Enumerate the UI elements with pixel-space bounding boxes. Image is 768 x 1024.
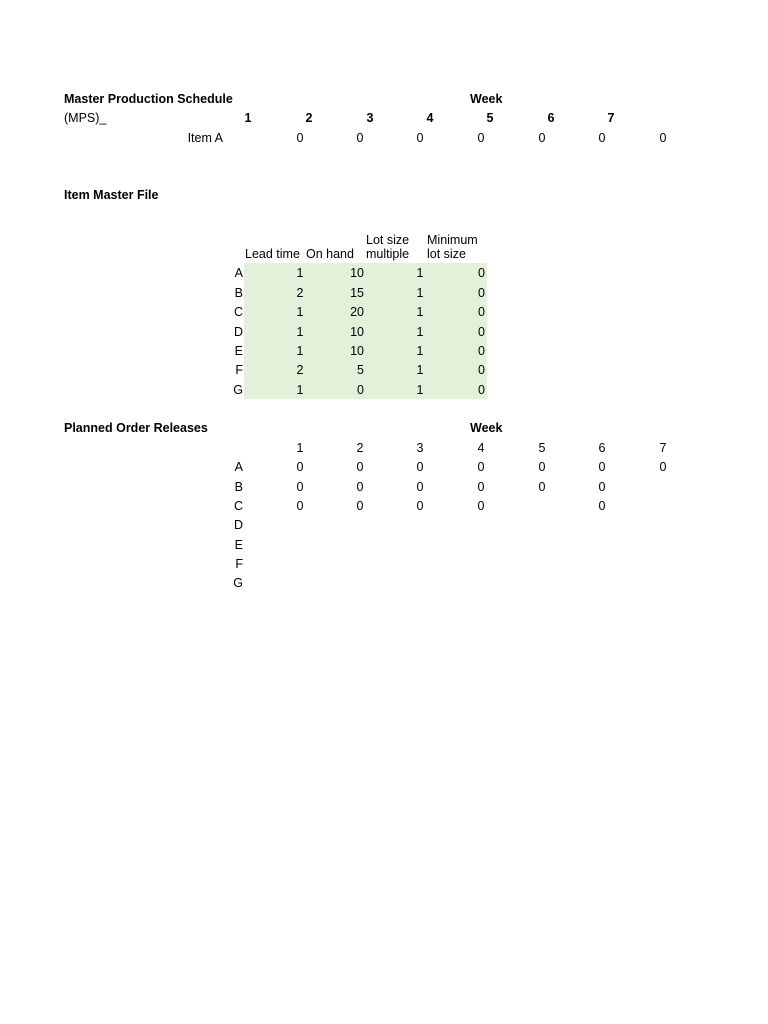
por-cell: 0 bbox=[416, 499, 424, 513]
por-cell: 0 bbox=[416, 460, 424, 474]
por-week-header: 4 bbox=[477, 441, 485, 455]
por-cell: 0 bbox=[356, 460, 364, 474]
cell-lot-multiple: 1 bbox=[416, 305, 424, 319]
por-row-label: C bbox=[233, 499, 243, 513]
header-minimum-lot-size: Minimum bbox=[427, 233, 478, 247]
header-lead-time: Lead time bbox=[245, 247, 300, 261]
mps-cell: 0 bbox=[356, 131, 364, 145]
por-cell: 0 bbox=[598, 460, 606, 474]
por-cell: 0 bbox=[598, 499, 606, 513]
cell-lead-time: 1 bbox=[296, 383, 304, 397]
row-item-label: E bbox=[234, 344, 243, 358]
mps-week-header: 1 bbox=[244, 111, 252, 125]
por-cell: 0 bbox=[416, 480, 424, 494]
mps-cell: 0 bbox=[416, 131, 424, 145]
cell-on-hand: 0 bbox=[357, 383, 364, 397]
mps-week-header: 5 bbox=[486, 111, 494, 125]
cell-min-lot: 0 bbox=[478, 266, 485, 280]
mps-week-header: 7 bbox=[607, 111, 615, 125]
header-lot-size-multiple: multiple bbox=[366, 247, 410, 261]
mps-cell: 0 bbox=[538, 131, 546, 145]
cell-lot-multiple: 1 bbox=[416, 383, 424, 397]
cell-lot-multiple: 1 bbox=[416, 286, 424, 300]
mps-week-header: 2 bbox=[305, 111, 313, 125]
header-minimum-lot-size: lot size bbox=[427, 247, 466, 261]
cell-min-lot: 0 bbox=[478, 286, 485, 300]
cell-min-lot: 0 bbox=[478, 344, 485, 358]
cell-lead-time: 1 bbox=[296, 325, 304, 339]
por-title: Planned Order Releases bbox=[64, 421, 208, 435]
cell-min-lot: 0 bbox=[478, 325, 485, 339]
cell-on-hand: 5 bbox=[357, 363, 364, 377]
por-week-header: 1 bbox=[296, 441, 304, 455]
cell-lead-time: 1 bbox=[296, 305, 304, 319]
por-row-label: B bbox=[234, 480, 243, 494]
row-item-label: A bbox=[234, 266, 243, 280]
item-master-title: Item Master File bbox=[64, 188, 159, 202]
por-week-header: 7 bbox=[659, 441, 667, 455]
por-week-header: 3 bbox=[416, 441, 424, 455]
por-row-label: D bbox=[233, 518, 243, 532]
mps-cell: 0 bbox=[477, 131, 485, 145]
cell-min-lot: 0 bbox=[478, 305, 485, 319]
por-row-label: F bbox=[235, 557, 243, 571]
por-row-label: G bbox=[233, 576, 243, 590]
por-cell: 0 bbox=[356, 480, 364, 494]
cell-min-lot: 0 bbox=[478, 383, 485, 397]
mps-cell: 0 bbox=[296, 131, 304, 145]
mps-cell: 0 bbox=[659, 131, 667, 145]
por-cell: 0 bbox=[538, 480, 546, 494]
cell-lead-time: 2 bbox=[296, 286, 304, 300]
por-cell: 0 bbox=[296, 499, 304, 513]
mps-week-label: Week bbox=[470, 92, 503, 106]
mps-week-header: 6 bbox=[547, 111, 555, 125]
mps-title-line2: (MPS)_ bbox=[64, 111, 107, 125]
cell-on-hand: 10 bbox=[350, 325, 364, 339]
cell-lead-time: 2 bbox=[296, 363, 304, 377]
mps-title: Master Production Schedule bbox=[64, 92, 233, 106]
mps-item-label: Item A bbox=[187, 131, 223, 145]
header-on-hand: On hand bbox=[306, 247, 354, 261]
cell-lead-time: 1 bbox=[296, 344, 304, 358]
cell-on-hand: 15 bbox=[350, 286, 364, 300]
cell-lot-multiple: 1 bbox=[416, 344, 424, 358]
por-week-header: 6 bbox=[598, 441, 606, 455]
por-cell: 0 bbox=[477, 480, 485, 494]
por-cell: 0 bbox=[356, 499, 364, 513]
row-item-label: D bbox=[233, 325, 243, 339]
cell-on-hand: 10 bbox=[350, 344, 364, 358]
por-cell: 0 bbox=[477, 499, 485, 513]
cell-lot-multiple: 1 bbox=[416, 325, 424, 339]
cell-on-hand: 20 bbox=[350, 305, 364, 319]
por-cell: 0 bbox=[538, 460, 546, 474]
por-cell: 0 bbox=[598, 480, 606, 494]
cell-lot-multiple: 1 bbox=[416, 363, 424, 377]
por-cell: 0 bbox=[296, 460, 304, 474]
cell-on-hand: 10 bbox=[350, 266, 364, 280]
por-cell: 0 bbox=[477, 460, 485, 474]
header-lot-size-multiple: Lot size bbox=[366, 233, 410, 247]
cell-lead-time: 1 bbox=[296, 266, 304, 280]
mps-week-header: 4 bbox=[426, 111, 434, 125]
row-item-label: B bbox=[234, 286, 243, 300]
por-row-label: A bbox=[234, 460, 243, 474]
row-item-label: C bbox=[233, 305, 243, 319]
por-cell: 0 bbox=[659, 460, 667, 474]
row-item-label: G bbox=[233, 383, 243, 397]
cell-lot-multiple: 1 bbox=[416, 266, 424, 280]
row-item-label: F bbox=[235, 363, 243, 377]
por-week-header: 5 bbox=[538, 441, 546, 455]
por-row-label: E bbox=[234, 538, 243, 552]
cell-min-lot: 0 bbox=[478, 363, 485, 377]
mps-week-header: 3 bbox=[366, 111, 374, 125]
por-cell: 0 bbox=[296, 480, 304, 494]
por-week-header: 2 bbox=[356, 441, 364, 455]
mps-cell: 0 bbox=[598, 131, 606, 145]
por-week-label: Week bbox=[470, 421, 503, 435]
